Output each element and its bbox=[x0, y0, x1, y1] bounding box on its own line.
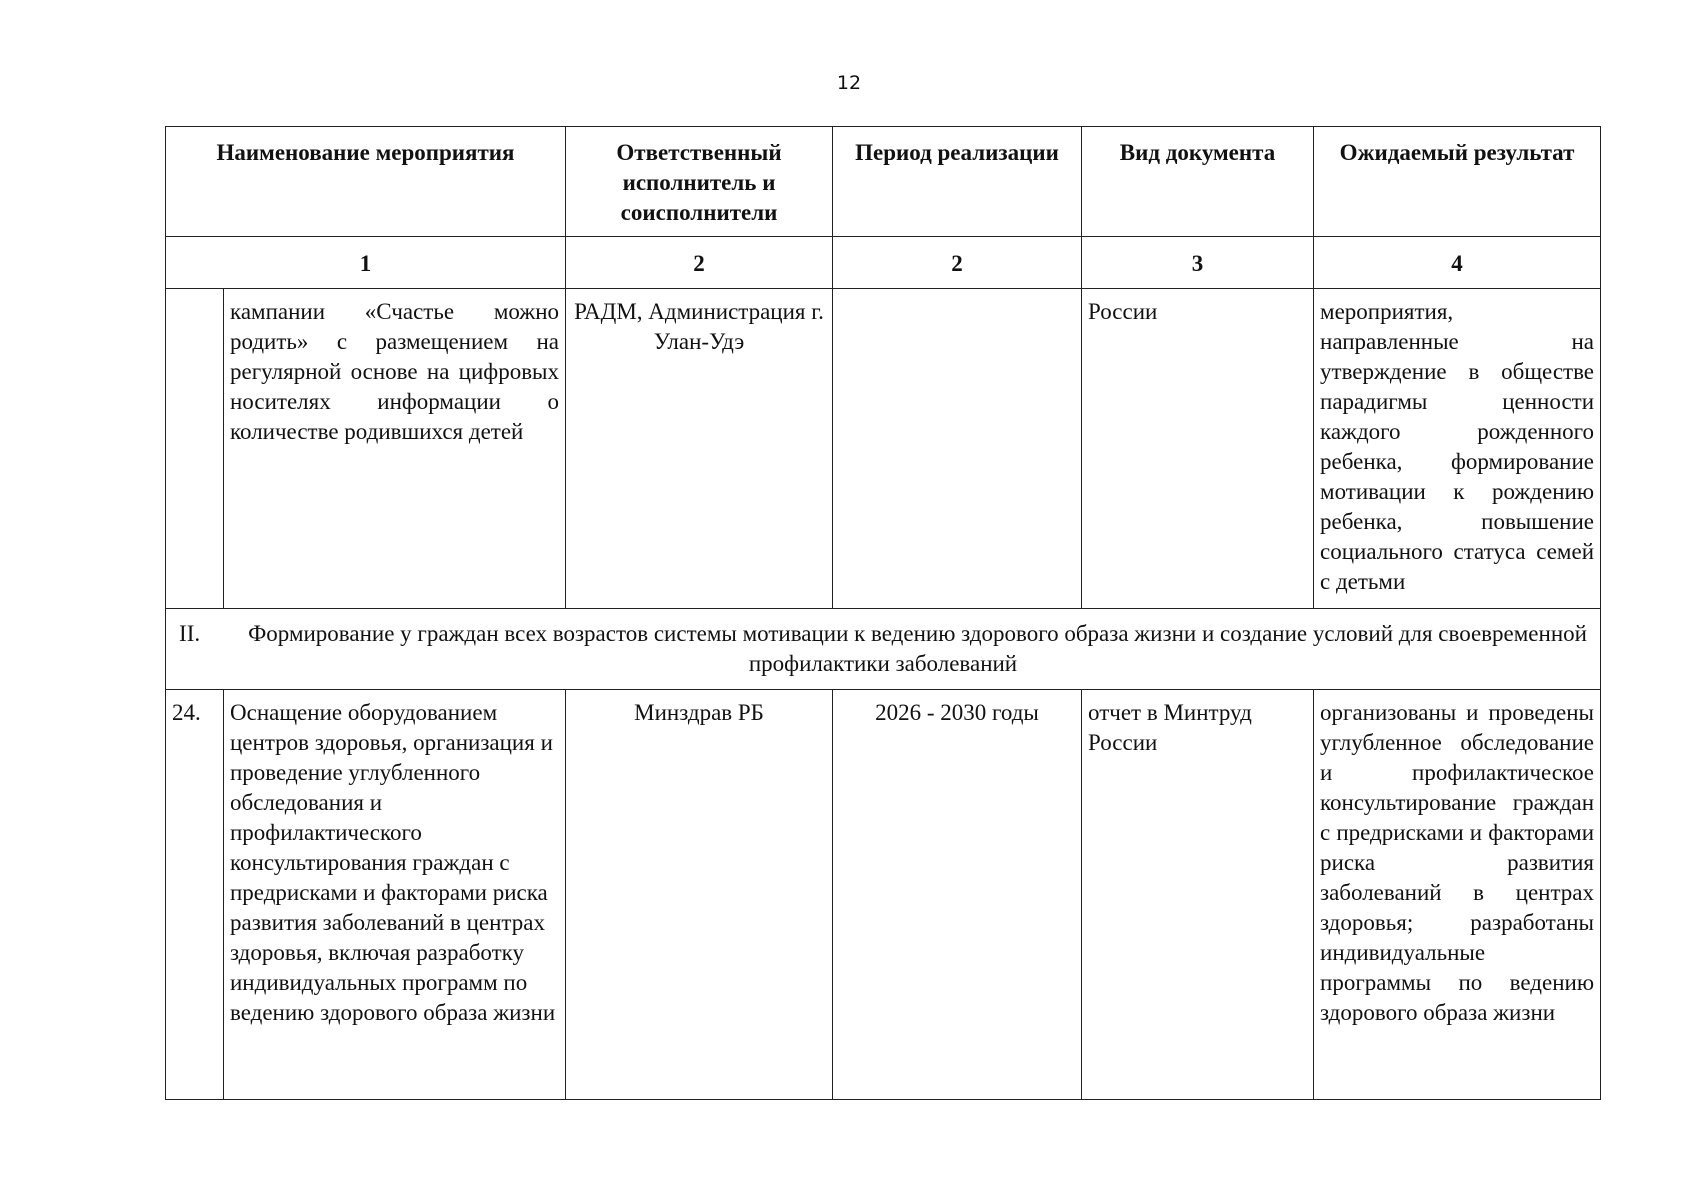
row-period: 2026 - 2030 годы bbox=[833, 690, 1082, 1100]
activities-table bbox=[165, 126, 1601, 1100]
row-result: организованы и проведены углубленное обследование и профилактическое консультирование граждан с предрисками и факторами риска развития заболеваний в центрах здоровья; разработаны индивидуальные программы по ведению здорового образа жизни bbox=[1314, 690, 1601, 1100]
header-result: Ожидаемый результат bbox=[1314, 127, 1601, 237]
row-doc-type: России bbox=[1082, 289, 1314, 609]
table-row bbox=[166, 289, 1601, 609]
row-period bbox=[833, 289, 1082, 609]
header-executor: Ответственный исполнитель и соисполнители bbox=[566, 127, 833, 237]
row-activity-name: кампании «Счастье можно родить» с размещением на регулярной основе на цифровых носителях информации о количестве родившихся детей bbox=[224, 289, 566, 609]
row-number: 24. bbox=[166, 690, 224, 1100]
row-result: мероприятия, направленные на утверждение в обществе парадигмы ценности каждого рожденного ребенка, формирование мотивации к рождению ребенка, повышение социального статуса семей с детьми bbox=[1314, 289, 1601, 609]
header-doc-type: Вид документа bbox=[1082, 127, 1314, 237]
column-number: 1 bbox=[166, 237, 566, 289]
column-number: 3 bbox=[1082, 237, 1314, 289]
row-executor: РАДМ, Администрация г. Улан-Удэ bbox=[566, 289, 833, 609]
page-number: 12 bbox=[836, 72, 862, 94]
column-number: 2 bbox=[833, 237, 1082, 289]
column-number: 4 bbox=[1314, 237, 1601, 289]
row-doc-type: отчет в Минтруд России bbox=[1082, 690, 1314, 1100]
section-heading bbox=[166, 609, 1601, 690]
header-period: Период реализации bbox=[833, 127, 1082, 237]
section-title: Формирование у граждан всех возрастов системы мотивации к ведению здорового образа жизни и создание условий для своевременной профилактики заболеваний bbox=[248, 621, 1587, 676]
row-activity-name: Оснащение оборудованием центров здоровья, организация и проведение углубленного обследования и профилактического консультирования граждан с предрисками и факторами риска развития заболеваний в центрах здоровья, включая разработку индивидуальных программ по ведению здорового образа жизни bbox=[224, 690, 566, 1100]
section-number: II. bbox=[179, 621, 201, 646]
row-number bbox=[166, 289, 224, 609]
row-executor: Минздрав РБ bbox=[566, 690, 833, 1100]
header-activity-name: Наименование мероприятия bbox=[166, 127, 566, 237]
column-number-row bbox=[166, 237, 1601, 289]
table-row bbox=[166, 690, 1601, 1100]
section-row bbox=[166, 609, 1601, 690]
column-number: 2 bbox=[566, 237, 833, 289]
table-header-row bbox=[166, 127, 1601, 237]
